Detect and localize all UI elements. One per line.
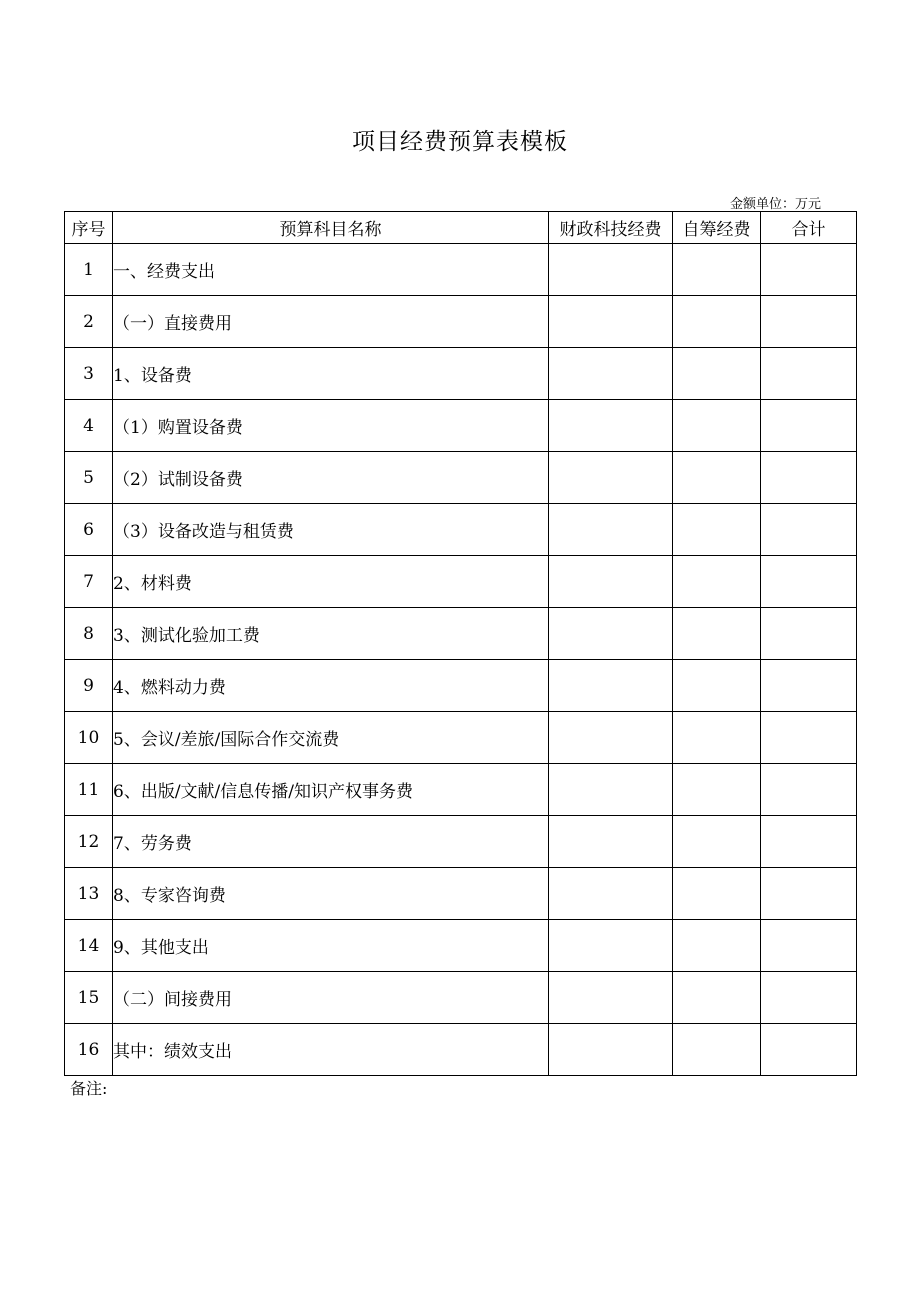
row-seq-cell: 2 (65, 296, 113, 348)
header-seq: 序号 (65, 212, 113, 244)
row-self-cell[interactable] (673, 296, 761, 348)
table-row (65, 868, 857, 920)
row-name-cell: 1、设备费 (113, 348, 549, 400)
row-seq-cell: 15 (65, 972, 113, 1024)
row-seq-cell: 10 (65, 712, 113, 764)
row-name-cell: 8、专家咨询费 (113, 868, 549, 920)
row-fiscal-cell[interactable] (549, 400, 673, 452)
row-self-cell[interactable] (673, 660, 761, 712)
row-total-cell[interactable] (761, 1024, 857, 1076)
table-row (65, 920, 857, 972)
row-total-cell[interactable] (761, 244, 857, 296)
row-seq-cell: 13 (65, 868, 113, 920)
row-seq-cell: 11 (65, 764, 113, 816)
row-fiscal-cell[interactable] (549, 1024, 673, 1076)
row-name-cell: 3、测试化验加工费 (113, 608, 549, 660)
row-total-cell[interactable] (761, 868, 857, 920)
row-fiscal-cell[interactable] (549, 296, 673, 348)
row-name-cell: （二）间接费用 (113, 972, 549, 1024)
row-total-cell[interactable] (761, 608, 857, 660)
row-total-cell[interactable] (761, 972, 857, 1024)
table-row (65, 348, 857, 400)
row-total-cell[interactable] (761, 920, 857, 972)
row-seq-cell: 12 (65, 816, 113, 868)
row-self-cell[interactable] (673, 712, 761, 764)
row-fiscal-cell[interactable] (549, 348, 673, 400)
row-seq-cell: 4 (65, 400, 113, 452)
page-title: 项目经费预算表模板 (352, 129, 568, 155)
row-name-cell: 9、其他支出 (113, 920, 549, 972)
row-total-cell[interactable] (761, 556, 857, 608)
row-seq-cell: 5 (65, 452, 113, 504)
table-row (65, 972, 857, 1024)
row-self-cell[interactable] (673, 920, 761, 972)
table-header-row (65, 212, 857, 244)
row-self-cell[interactable] (673, 452, 761, 504)
row-seq-cell: 1 (65, 244, 113, 296)
row-total-cell[interactable] (761, 452, 857, 504)
row-total-cell[interactable] (761, 348, 857, 400)
row-fiscal-cell[interactable] (549, 712, 673, 764)
table-row (65, 712, 857, 764)
row-name-cell: 2、材料费 (113, 556, 549, 608)
row-seq-cell: 9 (65, 660, 113, 712)
row-self-cell[interactable] (673, 764, 761, 816)
header-fiscal: 财政科技经费 (549, 212, 673, 244)
table-row (65, 400, 857, 452)
row-seq-cell: 14 (65, 920, 113, 972)
table-row (65, 556, 857, 608)
row-self-cell[interactable] (673, 504, 761, 556)
table-row (65, 244, 857, 296)
row-total-cell[interactable] (761, 816, 857, 868)
row-name-cell: （1）购置设备费 (113, 400, 549, 452)
row-self-cell[interactable] (673, 244, 761, 296)
row-total-cell[interactable] (761, 660, 857, 712)
row-name-cell: （3）设备改造与租赁费 (113, 504, 549, 556)
row-seq-cell: 8 (65, 608, 113, 660)
row-self-cell[interactable] (673, 348, 761, 400)
row-name-cell: （2）试制设备费 (113, 452, 549, 504)
row-name-cell: 5、会议/差旅/国际合作交流费 (113, 712, 549, 764)
row-fiscal-cell[interactable] (549, 556, 673, 608)
row-seq-cell: 6 (65, 504, 113, 556)
table-row (65, 1024, 857, 1076)
row-fiscal-cell[interactable] (549, 816, 673, 868)
row-fiscal-cell[interactable] (549, 764, 673, 816)
table-row (65, 764, 857, 816)
row-total-cell[interactable] (761, 764, 857, 816)
table-row (65, 452, 857, 504)
row-total-cell[interactable] (761, 712, 857, 764)
header-self: 自筹经费 (673, 212, 761, 244)
row-fiscal-cell[interactable] (549, 920, 673, 972)
header-name: 预算科目名称 (113, 212, 549, 244)
row-total-cell[interactable] (761, 400, 857, 452)
row-self-cell[interactable] (673, 868, 761, 920)
row-seq-cell: 7 (65, 556, 113, 608)
table-row (65, 504, 857, 556)
row-self-cell[interactable] (673, 608, 761, 660)
row-self-cell[interactable] (673, 400, 761, 452)
row-fiscal-cell[interactable] (549, 660, 673, 712)
row-name-cell: 7、劳务费 (113, 816, 549, 868)
row-fiscal-cell[interactable] (549, 504, 673, 556)
row-seq-cell: 16 (65, 1024, 113, 1076)
row-fiscal-cell[interactable] (549, 244, 673, 296)
budget-table (64, 211, 857, 1076)
row-name-cell: 4、燃料动力费 (113, 660, 549, 712)
row-seq-cell: 3 (65, 348, 113, 400)
table-row (65, 608, 857, 660)
note-label: 备注: (70, 1079, 108, 1098)
row-name-cell: 6、出版/文献/信息传播/知识产权事务费 (113, 764, 549, 816)
row-total-cell[interactable] (761, 296, 857, 348)
row-name-cell: 其中：绩效支出 (113, 1024, 549, 1076)
row-fiscal-cell[interactable] (549, 972, 673, 1024)
table-row (65, 816, 857, 868)
row-name-cell: （一）直接费用 (113, 296, 549, 348)
row-total-cell[interactable] (761, 504, 857, 556)
row-fiscal-cell[interactable] (549, 608, 673, 660)
table-row (65, 296, 857, 348)
row-self-cell[interactable] (673, 972, 761, 1024)
amount-unit-label: 金额单位：万元 (729, 197, 821, 212)
header-total: 合计 (761, 212, 857, 244)
row-fiscal-cell[interactable] (549, 452, 673, 504)
row-name-cell: 一、经费支出 (113, 244, 549, 296)
row-self-cell[interactable] (673, 1024, 761, 1076)
row-self-cell[interactable] (673, 556, 761, 608)
budget-table-body (65, 244, 857, 1076)
row-fiscal-cell[interactable] (549, 868, 673, 920)
row-self-cell[interactable] (673, 816, 761, 868)
table-row (65, 660, 857, 712)
